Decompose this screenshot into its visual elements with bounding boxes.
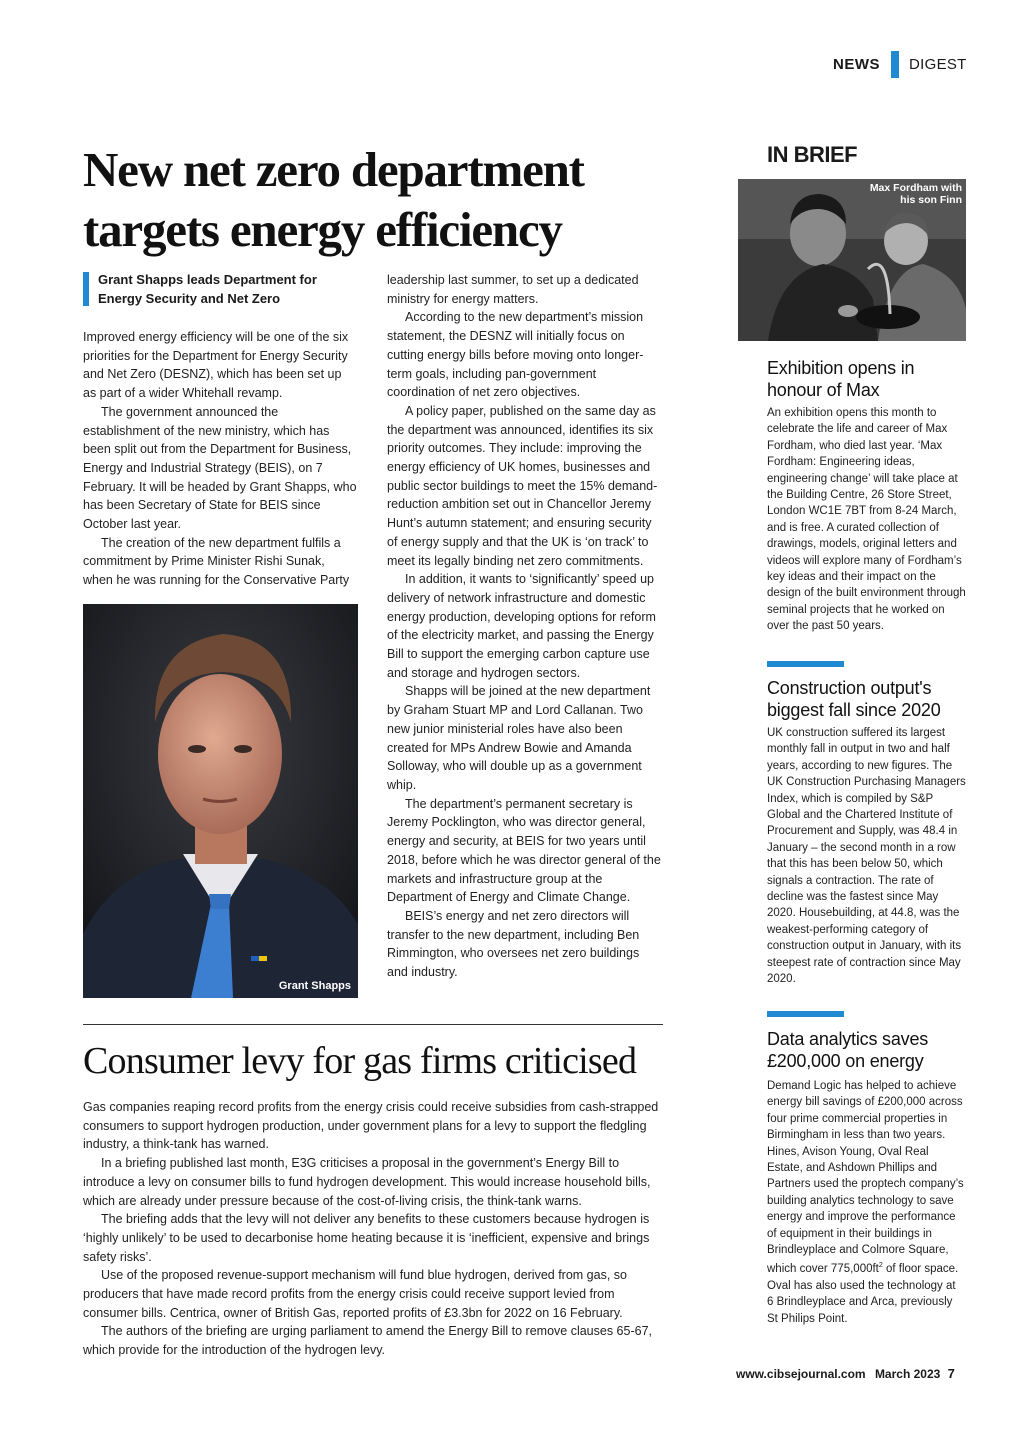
paragraph: The briefing adds that the levy will not deliver any benefits to these customers because hydrogen is ‘highly unlikely’ to be used to decarbonise home heating because it is ‘inefficient, expensive and brings safety risks’. [83, 1212, 650, 1264]
article-standfirst: Grant Shapps leads Department for Energy Security and Net Zero [98, 272, 317, 306]
paragraph: In a briefing published last month, E3G criticises a proposal in the government’s Energy Bill to introduce a levy on consumer bills to fund hydrogen development. This would increase household bills, which are already under pressure because of the cost-of-living crisis, the think-tank warns. [83, 1156, 651, 1208]
brief-body: An exhibition opens this month to celebrate the life and career of Max Fordham, who died last year. ‘Max Fordham: Engineering ideas, engineering change’ will take place at the Building Centre, 26 Store Street, London WC1E 7BT from 8-24 March, and is free. A curated collection of drawings, models, original letters and videos will explore many of Fordham’s key ideas and their impact on the design of the built environment through seminal projects that he worked on over the past 50 years. [767, 407, 966, 633]
subsection-label: DIGEST [909, 56, 967, 73]
article-column-1 [83, 328, 358, 590]
article-headline [83, 140, 663, 260]
brief-body: Demand Logic has helped to achieve energy bill savings of £200,000 across four prime commercial properties in Birmingham in less than two years. Hines, Avison Young, Oval Real Estate, and Ashdown Phillips and Partners used the proptech company’s building analytics technology to save energy and improve the performance of equipment in their buildings in Brindleyplace and Colmore Square, which cover $775,000ft^2$ of floor space. Oval has also used the technology at 6 Brindleyplace and Arca, previously St Philips Point. [767, 1080, 964, 1325]
paragraph: Improved energy efficiency will be one of the six priorities for the Department for Energy Security and Net Zero (DESNZ), which has been set up as part of a wider Whitehall revamp. [83, 330, 349, 401]
grant-shapps-photo [83, 604, 358, 998]
section-rule [83, 1024, 663, 1025]
paragraph: A policy paper, published on the same day as the department was announced, identifies its six priority outcomes. They include: improving the energy efficiency of UK homes, businesses and public sector buildings to meet the 15% demand-reduction ambition set out in Chancellor Jeremy Hunt’s autumn statement; and ensuring security of energy supply and that the UK is ‘on track’ to meet its legally binding net zero commitments. [387, 403, 658, 568]
paragraph: The government announced the establishment of the new ministry, which has been split out from the Department for Business, Energy and Industrial Strategy (BEIS), on 7 February. It will be headed by Grant Shapps, who has been Secretary of State for BEIS since October last year. [83, 404, 357, 532]
paragraph: leadership last summer, to set up a dedicated ministry for energy matters. [387, 273, 639, 306]
headline-line-2: targets energy efficiency [83, 202, 562, 257]
levy-headline: Consumer levy for gas firms criticised [83, 1040, 637, 1082]
paragraph: Shapps will be joined at the new department by Graham Stuart MP and Lord Callanan. Two new junior ministerial roles have also been created for MPs Andrew Bowie and Amanda Solloway, who will double up as a government whip. [387, 684, 651, 792]
levy-article-body [83, 1098, 663, 1360]
max-fordham-photo [738, 179, 966, 341]
brief-title: Exhibition opens in honour of Max [767, 358, 915, 400]
paragraph: Gas companies reaping record profits from the energy crisis could receive subsidies from cash-strapped consumers to support hydrogen production, under government plans for a levy to support the fledgling industry, a think-tank has warned. [83, 1100, 659, 1152]
brief-title: Data analytics saves £200,000 on energy [767, 1029, 929, 1071]
footer-issue: March 2023 [874, 1367, 941, 1381]
photo-caption: Grant Shapps [278, 980, 351, 992]
headline-line-1: New net zero department [83, 142, 584, 197]
paragraph: Use of the proposed revenue-support mechanism will fund blue hydrogen, derived from gas, so producers that have made record profits from the energy crisis could receive support levied from consumer bills. Centrica, owner of British Gas, reported profits of £3.3bn for 2022 on 16 February. [83, 1268, 627, 1320]
paragraph: According to the new department’s mission statement, the DESNZ will initially focus on cutting energy bills before moving onto longer-term goals, including pan-government coordination of net zero objectives. [387, 310, 644, 400]
footer-site: www.cibsejournal.com [736, 1367, 866, 1381]
portrait-illustration [83, 604, 358, 998]
brief-divider-bar [767, 1011, 844, 1017]
section-label: NEWS [833, 56, 880, 73]
article-column-2 [387, 271, 662, 982]
brief-title: Construction output's biggest fall since 2020 [767, 678, 941, 720]
page-footer [736, 1366, 955, 1381]
paragraph: The creation of the new department fulfils a commitment by Prime Minister Rishi Sunak, when he was running for the Conservative Party [83, 535, 350, 588]
paragraph: BEIS’s energy and net zero directors will transfer to the new department, including Ben Rimmington, who oversees net zero buildings and industry. [387, 908, 640, 980]
section-divider-bar [891, 51, 899, 78]
brief-divider-bar [767, 661, 844, 667]
paragraph: The authors of the briefing are urging parliament to amend the Energy Bill to remove clauses 65-67, which provide for the introduction of the hydrogen levy. [83, 1324, 653, 1358]
brief-body: UK construction suffered its largest monthly fall in output in two and half years, according to new figures. The UK Construction Purchasing Managers Index, which is compiled by S&P Global and the Chartered Institute of Procurement and Supply, was 48.4 in January – the second month in a row that this has been below 50, which signals a contraction. The rate of decline was the fastest since May 2020. Housebuilding, at 44.8, was the weakest-performing category of construction output in January, with its steepest rate of contraction since May 2020. [767, 727, 966, 986]
page-number: 7 [947, 1366, 955, 1381]
paragraph: The department’s permanent secretary is Jeremy Pocklington, who was director general, energy and security, at BEIS for two years until 2018, before which he was director general of the markets and infrastructure group at the Department of Energy and Climate Change. [387, 796, 661, 905]
paragraph: In addition, it wants to ‘significantly’ speed up delivery of network infrastructure and domestic energy production, developing options for reform of the electricity market, and passing the Energy Bill to support the emerging carbon capture use and storage and hydrogen sectors. [387, 572, 656, 680]
photo-caption: Max Fordham with his son Finn [869, 182, 962, 206]
in-brief-heading: IN BRIEF [767, 142, 858, 167]
